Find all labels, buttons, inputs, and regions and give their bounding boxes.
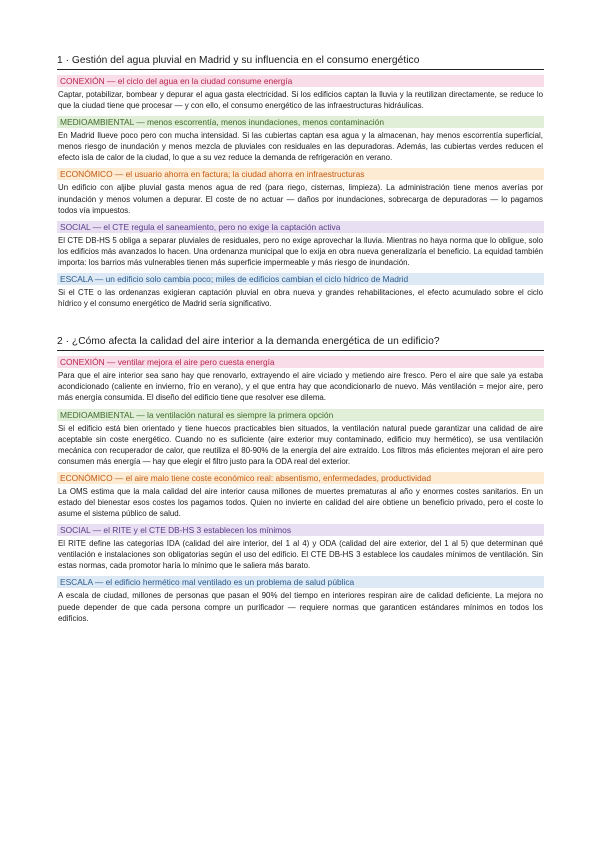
block-header-escala: ESCALA — un edificio solo cambia poco; miles de edificios cambian el ciclo hídrico de Madrid [57, 273, 544, 285]
block-social [57, 524, 544, 571]
block-econ [57, 168, 544, 215]
block-body: Captar, potabilizar, bombear y depurar el agua gasta electricidad. Si los edificios captan la lluvia y la reutilizan directamente, se reduce lo que la ciudad tiene que procesar — y con ello, el consumo energético de las infraestructuras hidráulicas. [58, 90, 543, 111]
block-conexion [57, 356, 544, 403]
block-body: En Madrid llueve poco pero con mucha intensidad. Si las cubiertas captan esa agua y la almacenan, hay menos escorrentía superficial, menos riesgo de inundación y menos mezcla de pluviales con residuales en las depuradoras. Además, las cubiertas verdes reducen el efecto isla de calor de la ciudad, lo que a su vez reduce la demanda de refrigeración en verano. [58, 131, 543, 163]
block-body: A escala de ciudad, millones de personas que pasan el 90% del tiempo en interiores respiran aire de calidad deficiente. La mejora no puede depender de que cada persona compre un purificador — requiere normas que garanticen estándares mínimos en todos los edificios. [58, 591, 543, 623]
block-header-escala: ESCALA — el edificio hermético mal ventilado es un problema de salud pública [57, 576, 544, 588]
block-medio [57, 116, 544, 163]
section-title: 1 · Gestión del agua pluvial en Madrid y su influencia en el consumo energético [57, 54, 544, 70]
block-conexion [57, 75, 544, 111]
block-body: La OMS estima que la mala calidad del aire interior causa millones de muertes prematuras al año y enormes costes sanitarios. En un estado del bienestar esos costes los pagamos todos. Quien no invierte en calidad del aire obtiene un beneficio privado, pero el coste lo asume el sistema público de salud. [58, 486, 543, 519]
block-econ [57, 472, 544, 519]
section-2 [57, 335, 544, 624]
document-page [57, 54, 544, 624]
block-header-medio: MEDIOAMBIENTAL — menos escorrentía, menos inundaciones, menos contaminación [57, 116, 544, 128]
block-social [57, 221, 544, 268]
block-header-econ: ECONÓMICO — el usuario ahorra en factura; la ciudad ahorra en infraestructuras [57, 168, 544, 180]
block-body: El RITE define las categorías IDA (calidad del aire interior, del 1 al 4) y ODA (calidad del aire exterior, del 1 al 5) que determinan qué ventilación e instalaciones son obligatorias según el uso del edificio. El CTE DB-HS 3 establece los caudales mínimos de ventilación. Sin estas normas, cada promotor haría lo mínimo que le saliera más barato. [58, 539, 543, 571]
section-title: 2 · ¿Cómo afecta la calidad del aire interior a la demanda energética de un edificio? [57, 335, 544, 351]
block-header-social: SOCIAL — el RITE y el CTE DB-HS 3 establecen los mínimos [57, 524, 544, 536]
block-body: Un edificio con aljibe pluvial gasta menos agua de red (para riego, cisternas, limpieza). La administración tiene menos averías por inundación y menos volumen a depurar. El coste de no actuar — daños por inundaciones, sobrecarga de depuradoras — lo pagamos todos vía impuestos. [58, 183, 543, 215]
section-1 [57, 54, 544, 309]
block-header-medio: MEDIOAMBIENTAL — la ventilación natural es siempre la primera opción [57, 409, 544, 421]
block-escala [57, 273, 544, 309]
block-header-conexion: CONEXIÓN — el ciclo del agua en la ciudad consume energía [57, 75, 544, 87]
block-medio [57, 409, 544, 467]
block-body: Si el CTE o las ordenanzas exigieran captación pluvial en obra nueva y grandes rehabilitaciones, el efecto acumulado sobre el ciclo hídrico y el consumo energético de Madrid sería significativo. [58, 288, 543, 309]
block-escala [57, 576, 544, 623]
block-body: El CTE DB-HS 5 obliga a separar pluviales de residuales, pero no exige aprovechar la lluvia. Mientras no haya norma que lo obligue, solo los edificios más avanzados lo hacen. Una ordenanza municipal que lo exija en obra nueva generalizaría el beneficio. La equidad también importa: los barrios más vulnerables tienen más superficie impermeable y más riesgo de inundación. [58, 235, 543, 267]
block-header-econ: ECONÓMICO — el aire malo tiene coste económico real: absentismo, enfermedades, productividad [57, 472, 544, 484]
block-body: Para que el aire interior sea sano hay que renovarlo, extrayendo el aire viciado y metiendo aire fresco. Pero el aire que sale ya estaba acondicionado (caliente en invierno, frío en verano), y el que entra hay que acondicionarlo de nuevo. Más ventilación = mejor aire, pero más energía consumida. El diseño del edificio tiene que resolver ese dilema. [58, 371, 543, 403]
block-header-social: SOCIAL — el CTE regula el saneamiento, pero no exige la captación activa [57, 221, 544, 233]
block-body: Si el edificio está bien orientado y tiene huecos practicables bien situados, la ventilación natural puede garantizar una calidad de aire aceptable sin coste energético. Cuando no es suficiente (aire exterior muy contaminado, edificio muy hermético), se usa ventilación mecánica con recuperador de calor, que reutiliza el 80-90% de la energía del aire extraído. Los filtros más eficientes mejoran el aire pero consumen más energía — hay que elegir el filtro justo para la ODA real del exterior. [58, 423, 543, 466]
block-header-conexion: CONEXIÓN — ventilar mejora el aire pero cuesta energía [57, 356, 544, 368]
